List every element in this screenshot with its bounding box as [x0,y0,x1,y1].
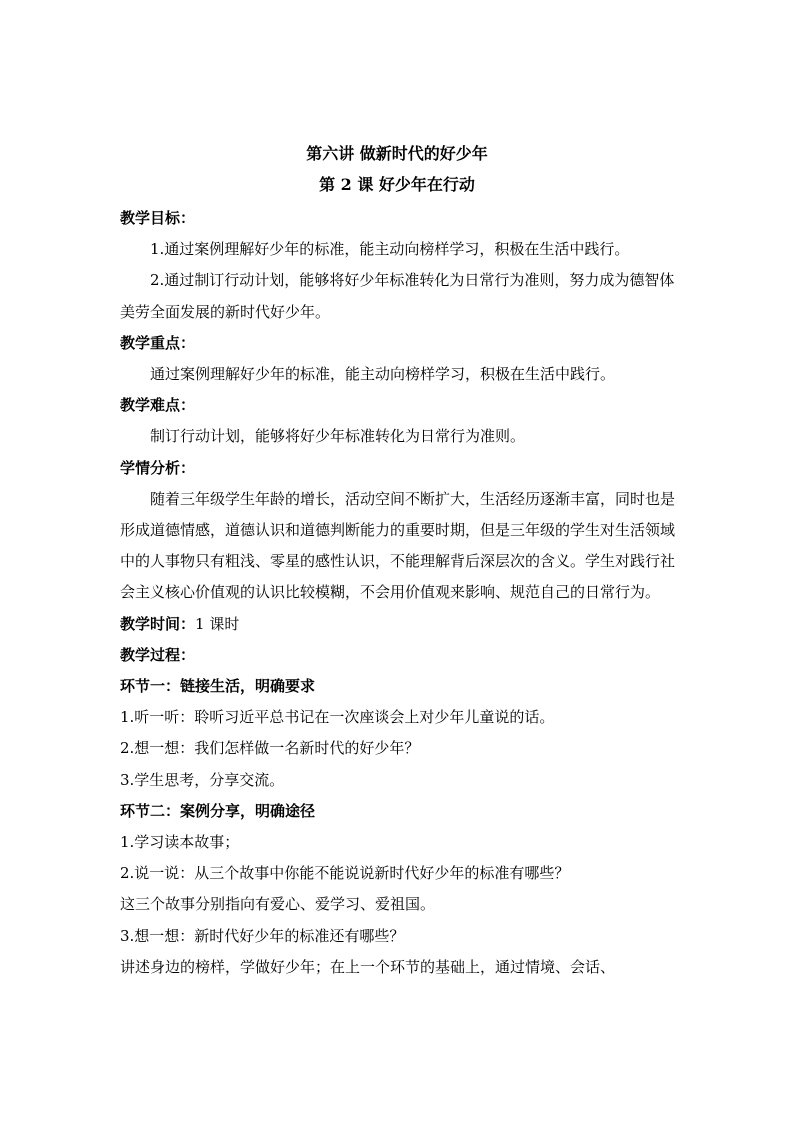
step1-item: 3.学生思考，分享交流。 [120,770,285,789]
teaching-time-value: 1 课时 [195,614,240,633]
step1-item: 2.想一想：我们怎样做一名新时代的好少年？ [120,739,420,758]
analysis-heading: 学情分析： [120,458,196,477]
objective-item: 1.通过案例理解好少年的标准，能主动向榜样学习，积极在生活中践行。 [150,240,630,259]
step2-item: 1.学习读本故事； [120,833,240,852]
step2-item: 这三个故事分别指向有爱心、爱学习、爱祖国。 [120,895,436,914]
difficulties-heading: 教学难点： [120,396,196,415]
teaching-time [120,609,680,640]
document-body [120,203,680,983]
lesson-sub-title: 第 2 课 好少年在行动 [319,175,475,194]
difficulties-text: 制订行动计划，能够将好少年标准转化为日常行为准则。 [150,427,526,446]
objectives-heading: 教学目标： [120,209,196,227]
objective-item: 2.通过制订行动计划，能够将好少年标准转化为日常行为准则，努力成为德智体美劳全面发展的新时代好少年。 [120,271,675,321]
key-points-text: 通过案例理解好少年的标准，能主动向榜样学习，积极在生活中践行。 [150,365,616,384]
step1-title: 环节一：链接生活，明确要求 [120,677,316,696]
step2-item: 2.说一说：从三个故事中你能不能说说新时代好少年的标准有哪些？ [120,864,570,883]
step2-item: 讲述身边的榜样，学做好少年；在上一个环节的基础上，通过情境、会话、 [120,957,616,976]
step2-title: 环节二：案例分享，明确途径 [120,801,316,820]
analysis-text: 随着三年级学生年龄的增长，活动空间不断扩大，生活经历逐渐丰富，同时也是形成道德情感，道德认识和道德判断能力的重要时期，但是三年级的学生对生活领域中的人事物只有粗浅、零星的感性认识，不能理解背后深层次的含义。学生对践行社会主义核心价值观的认识比较模糊，不会用价值观来影响、规范自己的日常行为。 [120,489,676,602]
step1-item: 1.听一听：聆听习近平总书记在一次座谈会上对少年儿童说的话。 [120,708,555,727]
process-heading: 教学过程： [120,645,196,664]
step2-item: 3.想一想：新时代好少年的标准还有哪些？ [120,926,405,945]
lesson-main-title: 第六讲 做新时代的好少年 [306,144,488,163]
key-points-heading: 教学重点： [120,333,196,352]
teaching-time-label: 教学时间： [120,614,196,633]
